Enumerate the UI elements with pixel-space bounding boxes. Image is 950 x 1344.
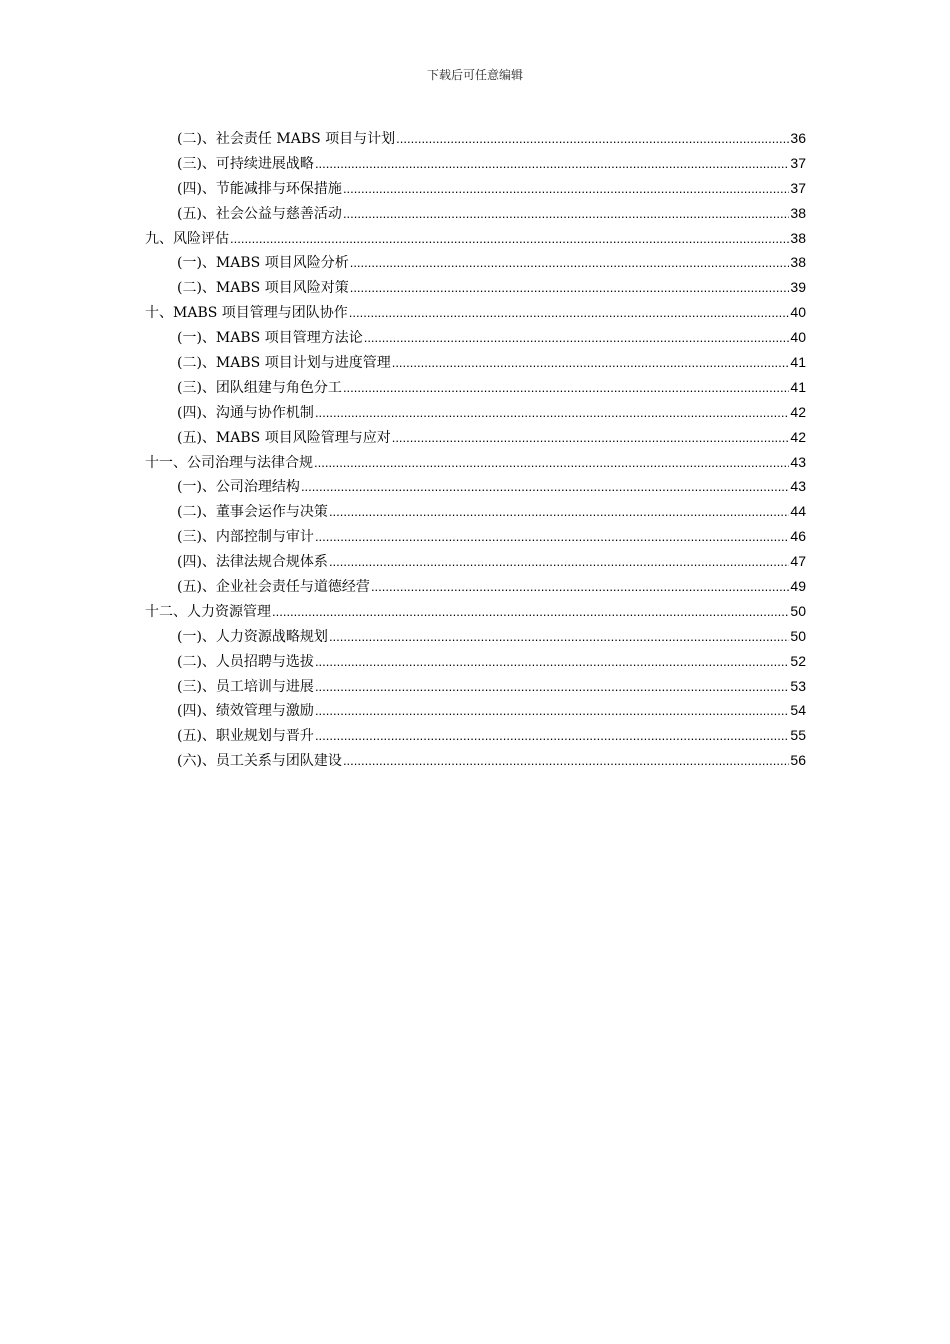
toc-entry-page: 36	[790, 130, 806, 146]
toc-dot-leader	[350, 276, 790, 301]
toc-entry-page: 49	[790, 578, 806, 595]
toc-entry-page: 37	[790, 179, 806, 196]
toc-entry[interactable]	[145, 151, 806, 176]
toc-entry-title: (三)、员工培训与进展	[177, 678, 314, 695]
toc-entry-title: (四)、绩效管理与激励	[177, 703, 314, 720]
toc-entry-page: 55	[790, 727, 806, 744]
toc-entry[interactable]	[145, 624, 806, 649]
toc-entry[interactable]	[145, 574, 806, 599]
toc-entry[interactable]	[145, 425, 806, 450]
toc-entry-page: 39	[790, 279, 806, 296]
toc-entry-title: (一)、人力资源战略规划	[177, 628, 328, 645]
toc-entry-title: 十一、公司治理与法律合规	[145, 454, 313, 471]
toc-entry[interactable]	[145, 499, 806, 524]
toc-entry-page: 53	[790, 677, 806, 694]
toc-entry[interactable]	[145, 748, 806, 773]
toc-dot-leader	[349, 301, 790, 326]
toc-entry-page: 37	[790, 154, 806, 171]
toc-entry[interactable]	[145, 524, 806, 549]
toc-entry[interactable]	[145, 201, 806, 226]
toc-entry-title: (三)、可持续进展战略	[177, 155, 314, 172]
toc-entry-title: (二)、董事会运作与决策	[177, 504, 328, 521]
toc-dot-leader	[392, 351, 790, 376]
toc-dot-leader	[329, 550, 789, 575]
toc-dot-leader	[314, 451, 789, 476]
toc-entry[interactable]	[145, 325, 806, 350]
toc-entry[interactable]	[145, 698, 806, 723]
toc-entry[interactable]	[145, 674, 806, 699]
toc-dot-leader	[343, 749, 789, 774]
toc-entry[interactable]	[145, 549, 806, 574]
toc-entry-title: (四)、法律法规合规体系	[177, 554, 328, 571]
toc-entry-title: 十、MABS 项目管理与团队协作	[145, 305, 348, 322]
toc-entry-title: (一)、MABS 项目风险分析	[177, 255, 349, 272]
toc-entry[interactable]	[145, 250, 806, 275]
toc-dot-leader	[350, 251, 790, 276]
toc-entry[interactable]	[145, 450, 806, 475]
toc-entry-title: (三)、内部控制与审计	[177, 529, 314, 546]
toc-entry-title: (五)、MABS 项目风险管理与应对	[177, 429, 391, 446]
toc-entry[interactable]	[145, 275, 806, 300]
toc-entry-title: (五)、企业社会责任与道德经营	[177, 579, 370, 596]
toc-entry-title: 九、风险评估	[145, 230, 229, 247]
toc-entry-title: (二)、MABS 项目风险对策	[177, 280, 349, 297]
toc-dot-leader	[343, 376, 789, 401]
toc-dot-leader	[364, 326, 790, 351]
toc-entry-page: 42	[790, 428, 806, 445]
toc-entry-title: (三)、团队组建与角色分工	[177, 379, 342, 396]
toc-entry[interactable]	[145, 300, 806, 325]
toc-entry[interactable]	[145, 400, 806, 425]
toc-entry[interactable]	[145, 474, 806, 499]
toc-entry-page: 38	[790, 229, 806, 246]
toc-dot-leader	[392, 426, 790, 451]
toc-dot-leader	[329, 500, 789, 525]
page-header: 下载后可任意编辑	[426, 68, 523, 82]
toc-entry-title: (六)、员工关系与团队建设	[177, 753, 342, 770]
toc-entry-page: 46	[790, 528, 806, 545]
toc-entry-page: 47	[790, 553, 806, 570]
toc-entry-page: 52	[790, 652, 806, 669]
toc-entry-page: 42	[790, 403, 806, 420]
toc-dot-leader	[315, 650, 789, 675]
toc-entry[interactable]	[145, 176, 806, 201]
table-of-contents	[145, 126, 806, 773]
toc-dot-leader	[396, 127, 789, 152]
toc-dot-leader	[343, 177, 789, 202]
toc-entry-page: 41	[790, 354, 806, 371]
toc-entry-title: (一)、MABS 项目管理方法论	[177, 330, 363, 347]
toc-entry-page: 38	[790, 254, 806, 271]
toc-entry-title: (五)、职业规划与晋升	[177, 728, 314, 745]
toc-entry-page: 50	[790, 627, 806, 644]
toc-entry[interactable]	[145, 649, 806, 674]
toc-entry-page: 43	[790, 478, 806, 495]
toc-dot-leader	[371, 575, 789, 600]
toc-entry-page: 40	[790, 304, 806, 321]
toc-entry-title: (二)、社会责任 MABS 项目与计划	[177, 131, 396, 147]
toc-entry-title: 十二、人力资源管理	[145, 603, 271, 620]
toc-entry[interactable]	[145, 375, 806, 400]
toc-dot-leader	[315, 525, 789, 550]
toc-entry-title: (一)、公司治理结构	[177, 479, 300, 496]
toc-entry-page: 50	[790, 602, 806, 619]
toc-dot-leader	[329, 625, 789, 650]
toc-entry-title: (五)、社会公益与慈善活动	[177, 205, 342, 222]
toc-entry[interactable]	[145, 126, 806, 151]
toc-dot-leader	[315, 675, 789, 700]
toc-dot-leader	[301, 475, 789, 500]
toc-dot-leader	[343, 202, 789, 227]
toc-entry-page: 41	[790, 378, 806, 395]
toc-entry-page: 43	[790, 453, 806, 470]
toc-entry[interactable]	[145, 723, 806, 748]
toc-dot-leader	[230, 227, 789, 252]
toc-entry-page: 38	[790, 204, 806, 221]
toc-dot-leader	[315, 724, 789, 749]
toc-entry-title: (四)、沟通与协作机制	[177, 404, 314, 421]
toc-entry[interactable]	[145, 350, 806, 375]
toc-entry-page: 40	[790, 329, 806, 346]
toc-dot-leader	[315, 401, 789, 426]
toc-entry[interactable]	[145, 599, 806, 624]
toc-dot-leader	[315, 152, 789, 177]
toc-dot-leader	[315, 699, 789, 724]
toc-entry-title: (四)、节能减排与环保措施	[177, 180, 342, 197]
toc-entry-page: 56	[790, 752, 806, 769]
toc-entry[interactable]	[145, 226, 806, 251]
toc-entry-page: 54	[790, 702, 806, 719]
toc-entry-title: (二)、MABS 项目计划与进度管理	[177, 355, 391, 372]
toc-entry-page: 44	[790, 503, 806, 520]
toc-entry-title: (二)、人员招聘与选拔	[177, 653, 314, 670]
toc-dot-leader	[272, 600, 789, 625]
